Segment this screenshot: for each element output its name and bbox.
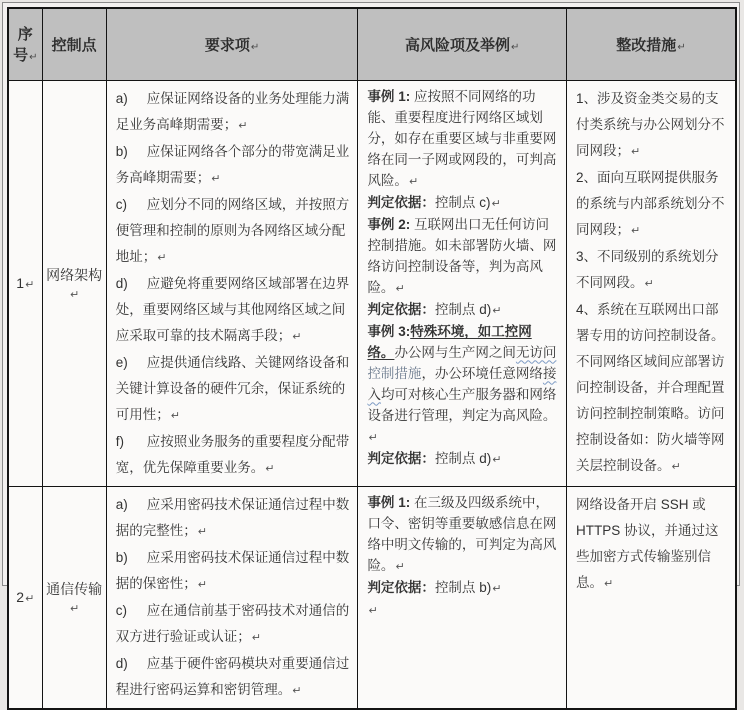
paragraph-mark: ↵ [238, 118, 248, 132]
requirement-item-text: 应按照业务服务的重要程度分配带宽，优先保障重要业务。 [115, 433, 350, 475]
paragraph-mark: ↵ [197, 577, 207, 591]
requirement-item [116, 271, 350, 350]
cell-requirements [106, 80, 358, 486]
cell-requirements [106, 486, 358, 709]
column-header-label: 高风险项及举例 [405, 36, 511, 54]
measure-item [576, 492, 727, 597]
risk-example-paragraph [367, 599, 558, 621]
risk-example-text: 判定依据： [367, 579, 435, 595]
control-point-value: 网络架构 [46, 267, 103, 283]
requirement-item-label: c) [115, 602, 127, 618]
requirement-item [116, 139, 350, 192]
requirement-item-text: 应提供通信线路、关键网络设备和关键计算设备的硬件冗余，保证系统的可用性； [115, 354, 350, 422]
paragraph-mark: ↵ [265, 461, 275, 475]
requirement-item-text: 应在通信前基于密码技术对通信的双方进行验证或认证； [115, 602, 350, 644]
cell-risk-examples [358, 486, 567, 709]
cell-serial-number [8, 486, 42, 709]
risk-example-paragraph [367, 448, 558, 470]
risk-example-text: 特殊环境，如工控网络。 [367, 323, 532, 360]
paragraph-mark: ↵ [631, 223, 641, 237]
requirement-item [116, 598, 350, 651]
requirement-item-text: 应保证网络各个部分的带宽满足业务高峰期需要； [115, 143, 350, 185]
risk-example-paragraph [367, 321, 558, 448]
paragraph-mark: ↵ [604, 576, 614, 590]
risk-example-text: 互联网出口无任何访问控制措施。如未部署防火墙、网络访问控制设备等，判为高风险。 [367, 216, 557, 295]
risk-example-paragraph [367, 299, 558, 321]
column-header-3 [358, 8, 567, 80]
requirement-item [116, 429, 350, 482]
cell-control-point [42, 486, 106, 709]
cell-control-point [42, 80, 106, 486]
requirement-item-label: a) [115, 496, 128, 512]
requirement-item-label: d) [115, 275, 128, 291]
paragraph-mark: ↵ [292, 683, 302, 697]
paragraph-mark: ↵ [408, 174, 419, 188]
paragraph-mark: ↵ [491, 196, 501, 210]
risk-example-text: 事例 3: [367, 323, 411, 339]
risk-example-text: 事例 2: [367, 216, 411, 232]
requirement-item [116, 651, 350, 704]
column-header-2 [106, 8, 358, 80]
requirement-item [116, 192, 350, 271]
requirement-item-label: b) [115, 143, 128, 159]
risk-example-text: 事例 1: [367, 494, 411, 510]
table-row [8, 486, 736, 709]
risk-example-text: 接入 [367, 365, 557, 402]
requirement-item-label: e) [115, 354, 128, 370]
paragraph-mark: ↵ [492, 452, 502, 466]
measure-item [576, 86, 727, 165]
paragraph-mark: ↵ [251, 630, 261, 644]
risk-example-text: 判定依据： [367, 450, 435, 466]
cell-measures [567, 486, 737, 709]
measure-item-text: 2、面向互联网提供服务的系统与内部系统划分不同网段； [576, 169, 725, 237]
risk-example-text: 控制措施 [367, 365, 422, 381]
measure-item-text: 3、不同级别的系统划分不同网段。 [576, 248, 719, 290]
paragraph-mark: ↵ [631, 144, 641, 158]
risk-example-text: 无访问 [515, 344, 557, 360]
paragraph-mark: ↵ [492, 581, 502, 595]
cell-serial-number [8, 80, 42, 486]
paragraph-mark: ↵ [157, 250, 167, 264]
risk-example-text: 控制点 c) [434, 194, 491, 210]
paragraph-mark: ↵ [511, 41, 520, 53]
header-row [8, 8, 736, 80]
paragraph-mark: ↵ [25, 592, 35, 605]
risk-example-text: 控制点 d) [434, 450, 492, 466]
paragraph-mark: ↵ [70, 602, 80, 615]
requirement-item-text: 应采用密码技术保证通信过程中数据的完整性； [115, 496, 350, 538]
paragraph-mark: ↵ [644, 276, 654, 290]
measure-item [576, 297, 727, 480]
requirement-item-text: 应避免将重要网络区域部署在边界处，重要网络区域与其他网络区域之间应采取可靠的技术隔离手段； [115, 275, 350, 343]
requirement-item-text: 应采用密码技术保证通信过程中数据的保密性； [115, 549, 350, 591]
risk-example-text: 控制点 d) [434, 301, 492, 317]
risk-example-paragraph [367, 214, 558, 299]
paragraph-mark: ↵ [170, 408, 180, 422]
column-header-4 [567, 8, 737, 80]
paragraph-mark: ↵ [492, 303, 502, 317]
paragraph-mark: ↵ [368, 603, 378, 617]
measure-item-text: 网络设备开启 SSH 或 HTTPS 协议，并通过这些加密方式传输鉴别信息。 [576, 496, 719, 590]
risk-example-text: 控制点 b) [434, 579, 492, 595]
measure-item-text: 1、涉及资金类交易的支付类系统与办公网划分不同网段； [576, 90, 725, 158]
measure-item-text: 4、系统在互联网出口部署专用的访问控制设备。不同网络区域间应部署访问控制设备，并合理配置访问控制控制策略。访问控制设备如：防火墙等网关层控制设备。 [576, 301, 725, 473]
requirement-item-label: b) [115, 549, 128, 565]
column-header-1 [42, 8, 106, 80]
cell-measures [567, 80, 737, 486]
table-row [8, 80, 736, 486]
risk-example-text: 办公网与生产网之间 [394, 344, 516, 360]
risk-example-text: 事例 1: [367, 88, 411, 104]
paragraph-mark: ↵ [395, 281, 405, 295]
security-control-table [7, 7, 737, 710]
measure-item [576, 244, 727, 297]
column-header-label: 整改措施 [616, 36, 677, 54]
requirement-item-label: d) [115, 655, 128, 671]
serial-number-value: 2 [16, 589, 25, 605]
serial-number-value: 1 [16, 275, 25, 291]
requirement-item [116, 350, 350, 429]
requirement-item-label: a) [115, 90, 128, 106]
paragraph-mark: ↵ [671, 459, 681, 473]
paragraph-mark: ↵ [292, 329, 302, 343]
risk-example-paragraph [367, 192, 558, 214]
requirement-item-label: c) [115, 196, 127, 212]
risk-example-paragraph [367, 86, 558, 192]
requirement-item-text: 应基于硬件密码模块对重要通信过程进行密码运算和密钥管理。 [115, 655, 350, 697]
requirement-item-text: 应划分不同的网络区域，并按照方便管理和控制的原则为各网络区域分配地址； [115, 196, 350, 264]
risk-example-text: 应按照不同网络的功能、重要程度进行网络区域划分，如存在重要区域与非重要网络在同一子网或网段的，可判高风险。 [367, 88, 557, 188]
paragraph-mark: ↵ [211, 171, 221, 185]
risk-example-text: 判定依据： [367, 194, 435, 210]
table-body [8, 80, 736, 709]
column-header-label: 控制点 [51, 36, 97, 54]
requirement-item-label: f) [115, 433, 124, 449]
risk-example-text: ，办公环境任意网络 [421, 365, 543, 381]
paragraph-mark: ↵ [250, 41, 260, 53]
requirement-item [116, 86, 350, 139]
cell-risk-examples [358, 80, 567, 486]
column-header-label: 要求项 [204, 36, 250, 54]
risk-example-text: 在三级及四级系统中，口令、密钥等重要敏感信息在网络中明文传输的，可判定为高风险。 [367, 494, 557, 573]
paragraph-mark: ↵ [395, 559, 405, 573]
control-point-value: 通信传输 [46, 581, 103, 597]
requirement-item [116, 545, 350, 598]
column-header-label: 序号 [13, 26, 33, 65]
paragraph-mark: ↵ [677, 41, 686, 53]
requirement-item [116, 492, 350, 545]
risk-example-text: 均可对核心生产服务器和网络设备进行管理，判定为高风险。 [367, 386, 557, 423]
risk-example-paragraph [367, 492, 558, 577]
paragraph-mark: ↵ [197, 524, 207, 538]
requirement-item-text: 应保证网络设备的业务处理能力满足业务高峰期需要； [115, 90, 350, 132]
risk-example-paragraph [367, 577, 558, 599]
risk-example-text: 判定依据： [367, 301, 435, 317]
paragraph-mark: ↵ [29, 52, 38, 64]
measure-item [576, 165, 727, 244]
paragraph-mark: ↵ [368, 430, 378, 444]
table-header [8, 8, 736, 80]
paragraph-mark: ↵ [25, 278, 35, 291]
column-header-0 [8, 8, 42, 80]
paragraph-mark: ↵ [70, 288, 80, 301]
